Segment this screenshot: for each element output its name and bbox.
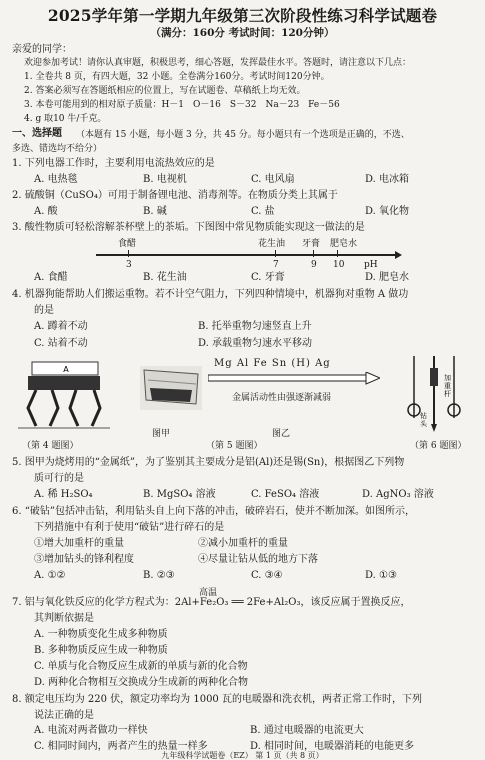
figure-caption: （第 6 题图） (410, 441, 467, 451)
option-b[interactable]: B. 多种物质反应生成一种物质 (34, 645, 168, 656)
option-a[interactable]: A. 酸 (34, 206, 58, 217)
option-b[interactable]: B. ②③ (143, 570, 175, 581)
svg-text:头: 头 (420, 420, 427, 428)
option-c[interactable]: C. FeSO₄ 溶液 (251, 489, 320, 500)
option-d[interactable]: D. 两种化合物相互交换成分生成新的两种化合物 (34, 677, 249, 688)
option-d[interactable]: D. ①③ (365, 570, 397, 581)
ph-label-soap: 肥皂水 (330, 239, 358, 249)
section-desc: 多选、错选均不给分） (12, 144, 103, 154)
measure-1: ①增大加重杆的重量 (34, 538, 124, 549)
question-stem: 7. 铝与氧化铁反应的化学方程式为：2Al+Fe₂O₃ ══ 2Fe+Al₂O₃，该反应属于置换反应， (12, 597, 411, 608)
section-heading: 一、选择题 (12, 128, 62, 139)
metal-paper-photo (140, 366, 202, 410)
option-a[interactable]: A. 食醋 (34, 272, 68, 283)
question-stem: 的是 (34, 305, 54, 316)
option-b[interactable]: B. MgSO₄ 溶液 (143, 489, 216, 500)
option-d[interactable]: D. 氧化物 (365, 206, 410, 217)
option-d[interactable]: D. AgNO₃ 溶液 (362, 489, 434, 500)
ph-tick (337, 250, 338, 257)
ph-tick (313, 250, 314, 257)
option-a[interactable]: A. 电热毯 (34, 174, 78, 185)
option-d[interactable]: D. 相同时间，电暖器消耗的电能更多 (250, 741, 415, 752)
option-d[interactable]: D. 肥皂水 (365, 272, 410, 283)
option-a[interactable]: A. 蹲着不动 (34, 321, 88, 332)
option-b[interactable]: B. 碱 (143, 206, 167, 217)
ph-tick-label: 3 (126, 260, 132, 270)
ph-tick (128, 250, 129, 257)
robot-body (28, 376, 100, 390)
option-c[interactable]: C. 电风扇 (251, 174, 295, 185)
ph-axis-label: pH (364, 260, 378, 270)
greeting: 亲爱的同学： (12, 44, 72, 55)
metal-series: Mg Al Fe Sn (H) Ag (214, 358, 331, 369)
reaction-condition: 高温 (199, 588, 218, 598)
svg-text:杆: 杆 (444, 390, 451, 398)
ph-tick-label: 7 (273, 260, 279, 270)
option-c[interactable]: C. 站着不动 (34, 338, 88, 349)
option-c[interactable]: C. 单质与化合物反应生成新的单质与新的化合物 (34, 661, 248, 672)
robot-leg (28, 390, 36, 426)
figure-caption: （第 4 题图） (22, 441, 79, 451)
question-stem: 6. “破钻”包括冲击钻，利用钻头自上向下落的冲击，破碎岩石，使并不断加深。如图所示， (12, 506, 415, 517)
option-c[interactable]: C. 相同时间内，两者产生的热量一样多 (34, 741, 208, 752)
series-note: 金属活动性由强逐渐减弱 (232, 393, 332, 403)
load-label: A (63, 365, 69, 374)
ph-tick (275, 250, 276, 257)
figure-label: 图乙 (272, 429, 291, 439)
question-stem: 1. 下列电器工作时，主要利用电流热效应的是 (12, 158, 215, 169)
intro-line: 4. g 取10 牛/千克。 (24, 114, 107, 124)
question-stem: 说法正确的是 (34, 710, 94, 721)
intro-line: 1. 全卷共 8 页，有四大题，32 小题。全卷满分160分。考试时间120分钟。 (24, 72, 330, 82)
ph-tick-label: 10 (333, 260, 345, 270)
page-subtitle: （满分：160分 考试时间：120分钟） (150, 27, 335, 39)
question-stem: 质可行的是 (34, 473, 84, 484)
option-c[interactable]: C. 盐 (251, 206, 275, 217)
option-a[interactable]: A. ①② (34, 570, 66, 581)
option-d[interactable]: D. 承载重物匀速水平移动 (198, 338, 313, 349)
intro-line: 欢迎参加考试！请你认真审题，积极思考，细心答题，发挥最佳水平。答题时，请注意以下几点： (24, 58, 412, 68)
page-title: 2025学年第一学期九年级第三次阶段性练习科学试题卷 (47, 6, 438, 25)
option-b[interactable]: B. 托举重物匀速竖直上升 (198, 321, 312, 332)
ph-label-peanut: 花生油 (258, 239, 286, 249)
question-stem: 其判断依据是 (34, 613, 94, 624)
intro-line: 2. 答案必须写在答题纸相应的位置上，写在试题卷、草稿纸上均无效。 (24, 86, 306, 96)
ph-arrow (395, 251, 402, 259)
robot-leg (70, 390, 78, 426)
svg-text:钻: 钻 (420, 412, 427, 420)
option-c[interactable]: C. 牙膏 (251, 272, 285, 283)
robot-dog-figure (14, 356, 114, 438)
ph-label-toothpaste: 牙膏 (302, 239, 321, 249)
figure-label: 图甲 (152, 429, 171, 439)
question-stem: 下列措施中有利于使用“破钻”进行碎石的是 (34, 522, 225, 533)
question-stem: 4. 机器狗能帮助人们搬运重物。若不计空气阻力，下列四种情境中，机器狗对重物 A 做功 (12, 289, 409, 300)
question-stem: 3. 酸性物质可轻松溶解茶杯壁上的茶垢。下图图中常见物质能实现这一做法的是 (12, 222, 365, 233)
svg-text:重: 重 (444, 382, 451, 390)
robot-leg (92, 390, 100, 426)
question-stem: 5. 图甲为烧烤用的“金属纸”，为了鉴别其主要成分是铝(Al)还是锡(Sn)，根据图乙下列物 (12, 457, 405, 468)
svg-text:加: 加 (444, 374, 451, 382)
measure-4: ④尽量让钻从低的地方下落 (198, 554, 318, 565)
option-b[interactable]: B. 电视机 (143, 174, 187, 185)
activity-arrow (208, 372, 380, 386)
section-desc: （本题有 15 小题，每小题 3 分，共 45 分。每小题只有一个选项是正确的，不选、 (76, 130, 410, 140)
robot-leg (50, 390, 58, 426)
question-stem: 2. 硫酸铜（CuSO₄）可用于制备锂电池、消毒剂等。在物质分类上其属于 (12, 190, 338, 201)
ph-scale-line (96, 254, 396, 256)
ph-label-vinegar: 食醋 (118, 239, 137, 249)
question-stem: 8. 额定电压均为 220 伏，额定功率均为 1000 瓦的电暖器和洗衣机，两者正常工作时，下列 (12, 694, 422, 705)
option-d[interactable]: D. 电冰箱 (365, 174, 410, 185)
drill-figure (400, 354, 470, 438)
option-a[interactable]: A. 一种物质变化生成多种物质 (34, 629, 168, 640)
option-c[interactable]: C. ③④ (251, 570, 283, 581)
intro-line: 3. 本卷可能用到的相对原子质量：H－1 O－16 S－32 Na－23 Fe－56 (24, 100, 340, 110)
figure-caption: （第 5 题图） (206, 441, 263, 451)
option-b[interactable]: B. 通过电暖器的电流更大 (250, 725, 364, 736)
option-b[interactable]: B. 花生油 (143, 272, 187, 283)
measure-2: ②减小加重杆的重量 (198, 538, 288, 549)
metal-paper-drawing (140, 366, 202, 410)
option-a[interactable]: A. 电流对两者做功一样快 (34, 725, 148, 736)
ph-tick-label: 9 (311, 260, 317, 270)
page-footer: 九年级科学试题卷（EZ） 第 1 页（共 8 页） (161, 751, 324, 760)
measure-3: ③增加钻头的锋利程度 (34, 554, 134, 565)
option-a[interactable]: A. 稀 H₂SO₄ (34, 489, 93, 500)
